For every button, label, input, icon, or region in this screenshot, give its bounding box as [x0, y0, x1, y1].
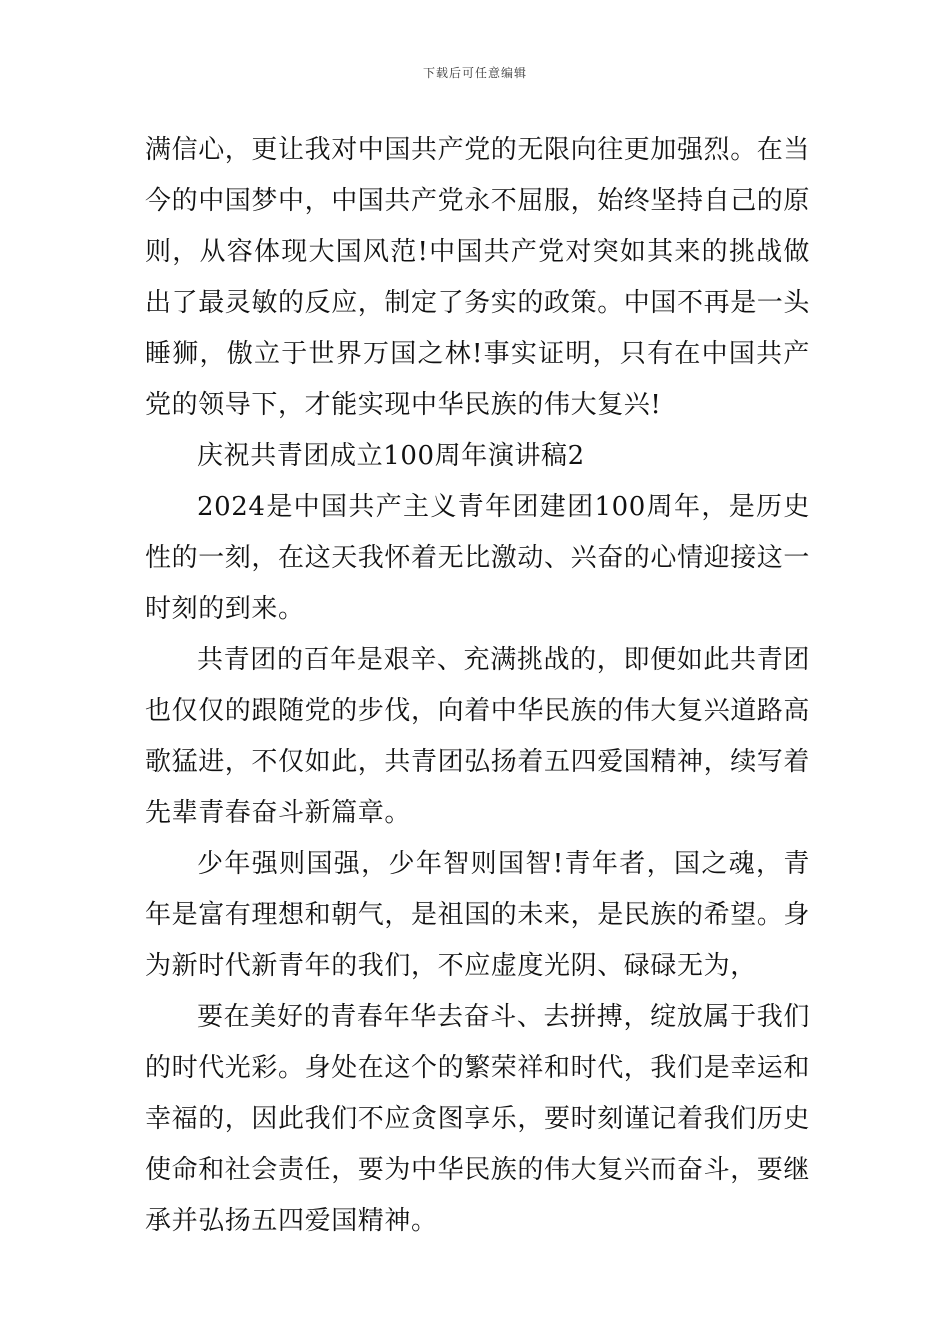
- page-header: 下载后可任意编辑: [422, 66, 527, 80]
- paragraph-mission: 要在美好的青春年华去奋斗、去拼搏，绽放属于我们的时代光彩。身处在这个的繁荣祥和时代，我们是幸运和幸福的，因此我们不应贪图享乐，要时刻谨记着我们历史使命和社会责任，要为中华民族的伟大复兴而奋斗，要继承并弘扬五四爱国精神。: [145, 1002, 811, 1236]
- paragraph-century: 共青团的百年是艰辛、充满挑战的，即便如此共青团也仅仅的跟随党的步伐，向着中华民族的伟大复兴道路高歌猛进，不仅如此，共青团弘扬着五四爱国精神，续写着先辈青春奋斗新篇章。: [145, 645, 811, 828]
- paragraph-anniversary: 2024是中国共产主义青年团建团100周年，是历史性的一刻，在这天我怀着无比激动、兴奋的心情迎接这一时刻的到来。: [145, 492, 811, 624]
- paragraph-continued: 满信心，更让我对中国共产党的无限向往更加强烈。在当今的中国梦中，中国共产党永不屈服，始终坚持自己的原则，从容体现大国风范!中国共产党对突如其来的挑战做出了最灵敏的反应，制定了务实的政策。中国不再是一头睡狮，傲立于世界万国之林!事实证明，只有在中国共产党的领导下，才能实现中华民族的伟大复兴!: [145, 135, 811, 420]
- document-body: [145, 125, 810, 1247]
- paragraph-youth: 少年强则国强，少年智则国智!青年者，国之魂，青年是富有理想和朝气，是祖国的未来，是民族的希望。身为新时代新青年的我们，不应虚度光阴、碌碌无为，: [145, 849, 811, 981]
- section-heading: 庆祝共青团成立100周年演讲稿2: [197, 441, 585, 471]
